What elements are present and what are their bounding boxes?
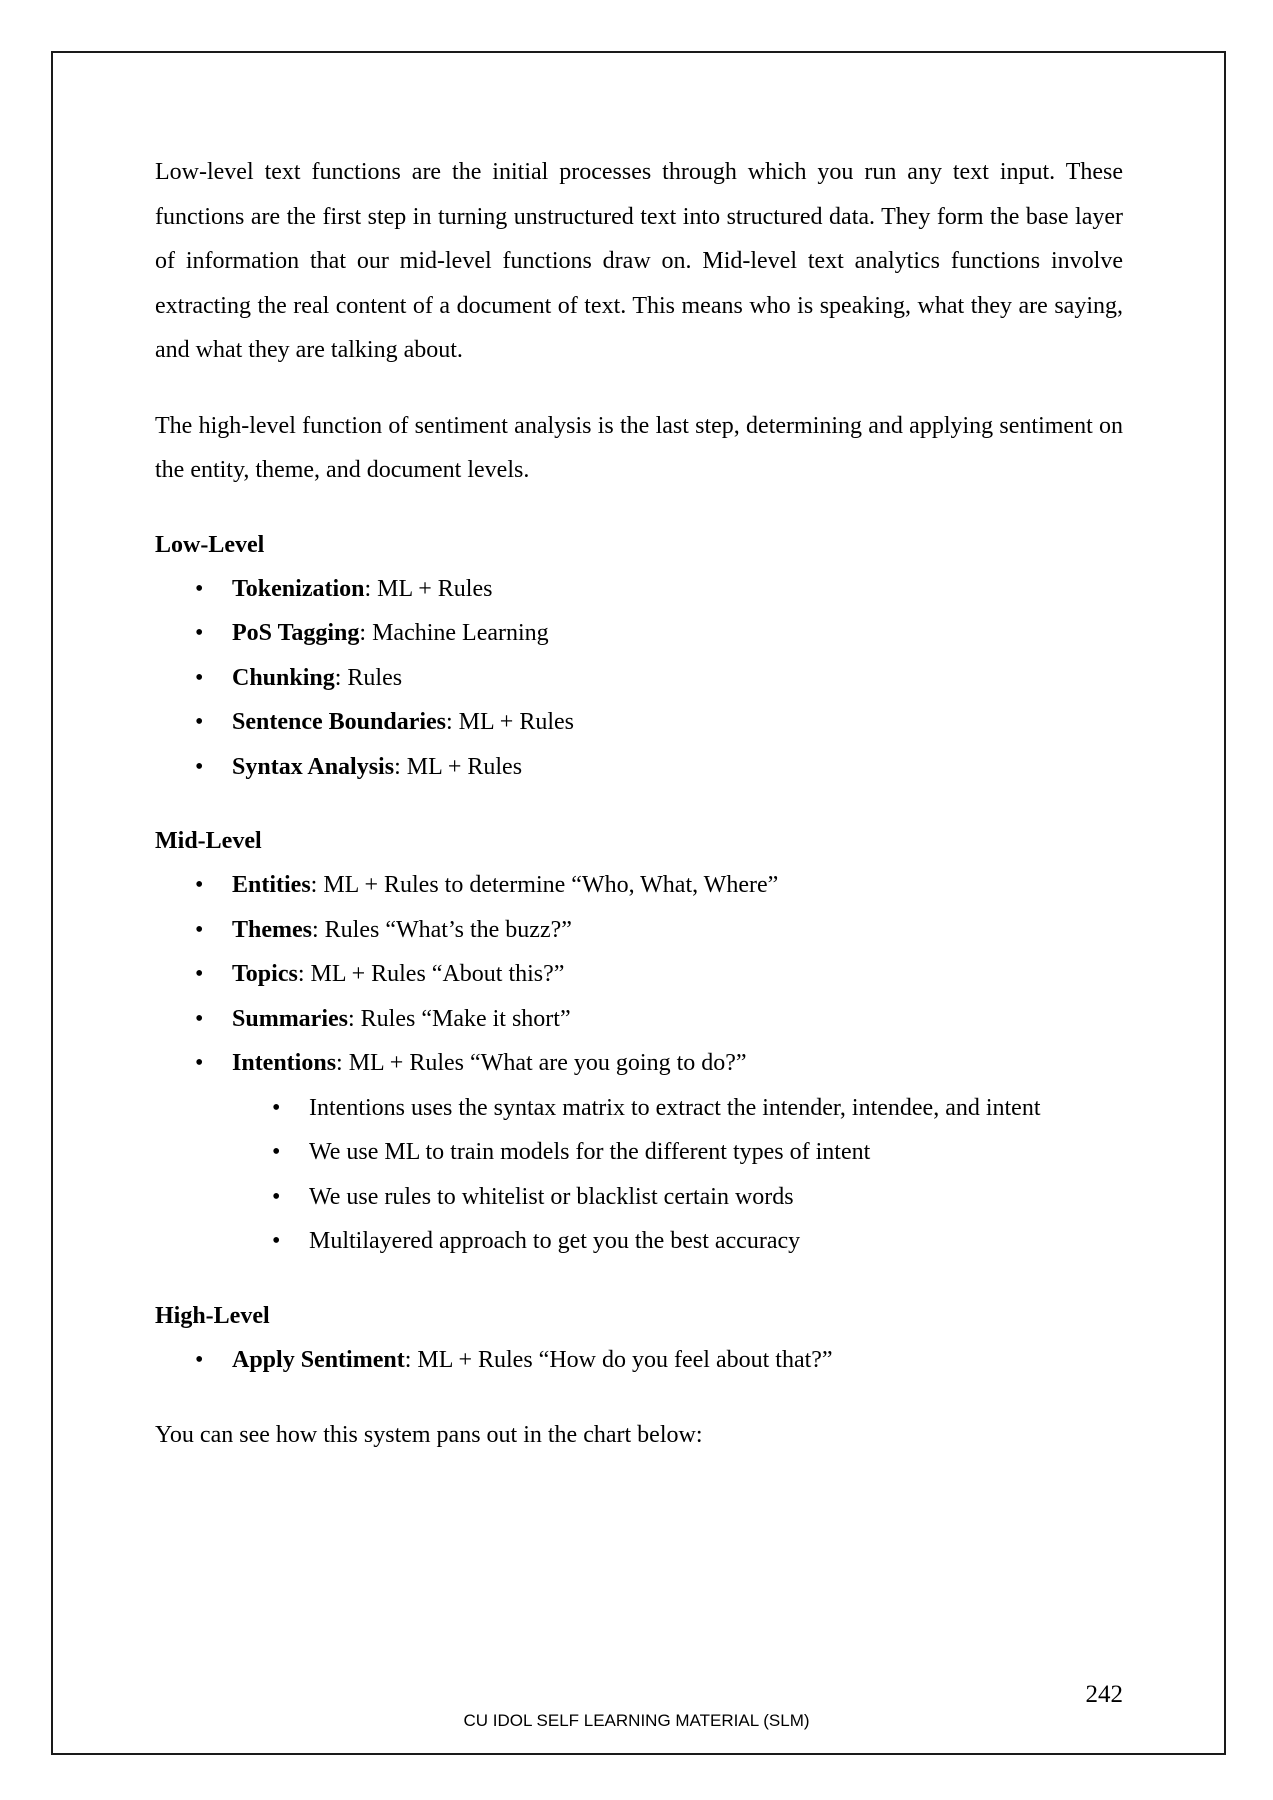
item-desc: : ML + Rules “How do you feel about that?” <box>404 1346 833 1373</box>
page-number: 242 <box>1085 1681 1123 1708</box>
item-desc: : ML + Rules to determine “Who, What, Where” <box>310 872 779 898</box>
sub-list-item: • Multilayered approach to get you the best accuracy <box>155 1219 1123 1264</box>
low-level-heading: Low-Level <box>155 531 265 558</box>
sub-list-item: • Intentions uses the syntax matrix to extract the intender, intendee, and intent <box>155 1086 1123 1131</box>
footer-text: CU IDOL SELF LEARNING MATERIAL (SLM) <box>463 1711 810 1730</box>
sub-list-item: • We use ML to train models for the different types of intent <box>155 1130 1123 1175</box>
list-item-apply-sentiment <box>155 1338 1123 1383</box>
item-name: Entities <box>232 872 311 898</box>
list-item-tokenization <box>155 567 1123 612</box>
high-level-list <box>155 1338 1123 1383</box>
item-desc: : ML + Rules <box>446 709 574 735</box>
item-desc: : Machine Learning <box>359 620 549 646</box>
item-desc: : ML + Rules <box>364 575 493 602</box>
item-name: PoS Tagging <box>232 620 360 646</box>
mid-level-list <box>155 863 1123 1086</box>
list-item-chunking <box>155 656 1123 701</box>
item-desc: : ML + Rules <box>394 753 523 780</box>
item-name: Sentence Boundaries <box>232 709 447 735</box>
high-level-paragraph: The high-level function of sentiment analysis is the last step, determining and applying sentiment on the entity, theme, and document levels. <box>155 412 1123 483</box>
item-name: Chunking <box>232 664 335 691</box>
list-item-topics <box>155 952 1123 997</box>
item-name: Syntax Analysis <box>232 753 395 780</box>
item-name: Apply Sentiment <box>232 1346 405 1373</box>
item-desc: : ML + Rules “What are you going to do?” <box>336 1050 747 1076</box>
item-desc: : ML + Rules “About this?” <box>297 961 565 987</box>
mid-level-heading: Mid-Level <box>155 828 262 854</box>
item-desc: : Rules “Make it short” <box>348 1005 571 1032</box>
intentions-sublist <box>155 1086 1123 1264</box>
list-item-sentence-boundaries <box>155 700 1123 745</box>
low-level-list <box>155 567 1123 790</box>
sub-list-item: • We use rules to whitelist or blacklist certain words <box>155 1175 1123 1220</box>
item-desc: : Rules “What’s the buzz?” <box>312 916 572 943</box>
page-content <box>155 150 1123 1458</box>
item-name: Topics <box>232 961 298 987</box>
list-item-syntax-analysis <box>155 745 1123 790</box>
item-desc: : Rules <box>334 664 403 691</box>
item-name: Tokenization <box>232 575 365 602</box>
item-name: Themes <box>232 916 312 943</box>
list-item-themes <box>155 908 1123 953</box>
intro-paragraph: Low-level text functions are the initial processes through which you run any text input. These functions are the first step in turning unstructured text into structured data. They form the base layer of information that our mid-level functions draw on. Mid-level text analytics functions involve extracting the real content of a document of text. This means who is speaking, what they are saying, and what they are talking about. <box>155 159 1123 363</box>
list-item-intentions <box>155 1041 1123 1086</box>
item-name: Intentions <box>232 1050 337 1076</box>
closing-sentence: You can see how this system pans out in the chart below: <box>155 1422 703 1448</box>
list-item-entities <box>155 863 1123 908</box>
list-item-summaries <box>155 997 1123 1042</box>
item-name: Summaries <box>232 1005 348 1032</box>
list-item-pos-tagging <box>155 611 1123 656</box>
high-level-heading: High-Level <box>155 1302 270 1329</box>
